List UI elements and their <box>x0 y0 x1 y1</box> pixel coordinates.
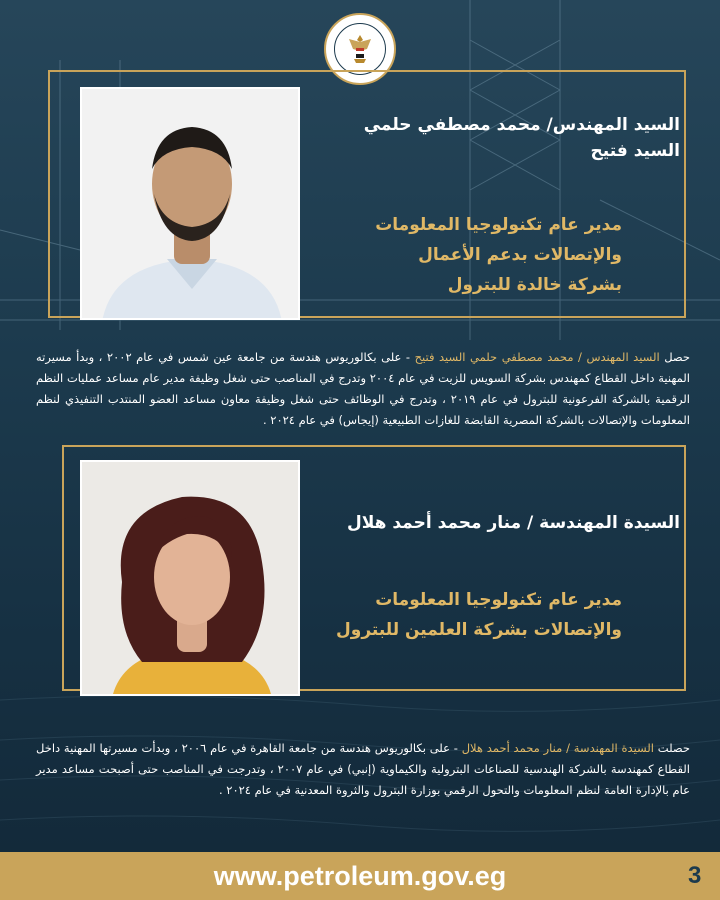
profile-title-1-line-1: مدير عام تكنولوجيا المعلومات <box>375 215 622 235</box>
page-number: 3 <box>688 862 702 889</box>
profile-photo-1 <box>80 87 300 320</box>
profile-bio-2 <box>36 738 690 801</box>
profile-photo-2 <box>80 460 300 696</box>
profile-bio-2-name: السيدة المهندسة / منار محمد أحمد هلال <box>461 741 655 755</box>
profile-title-2-line-1: مدير عام تكنولوجيا المعلومات <box>375 590 622 610</box>
profile-title-1-line-3: بشركة خالدة للبترول <box>447 275 622 295</box>
profile-bio-1-text: - على بكالوريوس هندسة من جامعة عين شمس في عام ٢٠٠٢ ، وبدأ مسيرته المهنية داخل القطاع كمهندس بشركة السويس للزيت في عام ٢٠٠٤ وتدرج في المناصب حتى شغل وظيفة مدير عام مساعد عمليات النظم الرقمية بالشركة الفرعونية للبترول في عام ٢٠١٩ ، وتدرج في الوظائف حتى شغل وظيفة معاون مساعد العضو المنتدب التنفيذي لنظم المعلومات والإتصالات بالشركة المصرية القابضة للغازات الطبيعية (إيجاس) في عام ٢٠٢٤ . <box>36 350 690 427</box>
website-link[interactable]: www.petroleum.gov.eg <box>213 861 507 891</box>
profile-bio-1-prefix: حصل <box>659 350 690 364</box>
profile-name-2: السيدة المهندسة / منار محمد أحمد هلال <box>346 513 680 533</box>
profile-bio-1-name: السيد المهندس / محمد مصطفي حلمي السيد فتيح <box>414 350 660 364</box>
profile-title-1-line-2: والإتصالات بدعم الأعمال <box>418 245 622 265</box>
profile-bio-2-prefix: حصلت <box>654 741 690 755</box>
profile-title-2 <box>316 585 622 645</box>
eagle-emblem-icon <box>345 33 375 65</box>
profile-bio-1 <box>36 347 690 431</box>
profile-bio-2-text: - على بكالوريوس هندسة من جامعة القاهرة في عام ٢٠٠٦ ، وبدأت مسيرتها المهنية داخل القطاع كمهندسة بالشركة الهندسية للصناعات البترولية والكيماوية (إنبي) في عام ٢٠٠٧ ، وتدرجت في المناصب حتى أصبحت مساعد مدير عام بالإدارة العامة لنظم المعلومات والتحول الرقمي بوزارة البترول والثروة المعدنية في عام ٢٠٢٤ . <box>36 741 690 797</box>
profile-title-1 <box>316 210 622 300</box>
profile-name-1: السيد المهندس/ محمد مصطفي حلمي السيد فتيح <box>363 115 680 161</box>
profile-title-2-line-2: والإتصالات بشركة العلمين للبترول <box>336 620 622 640</box>
